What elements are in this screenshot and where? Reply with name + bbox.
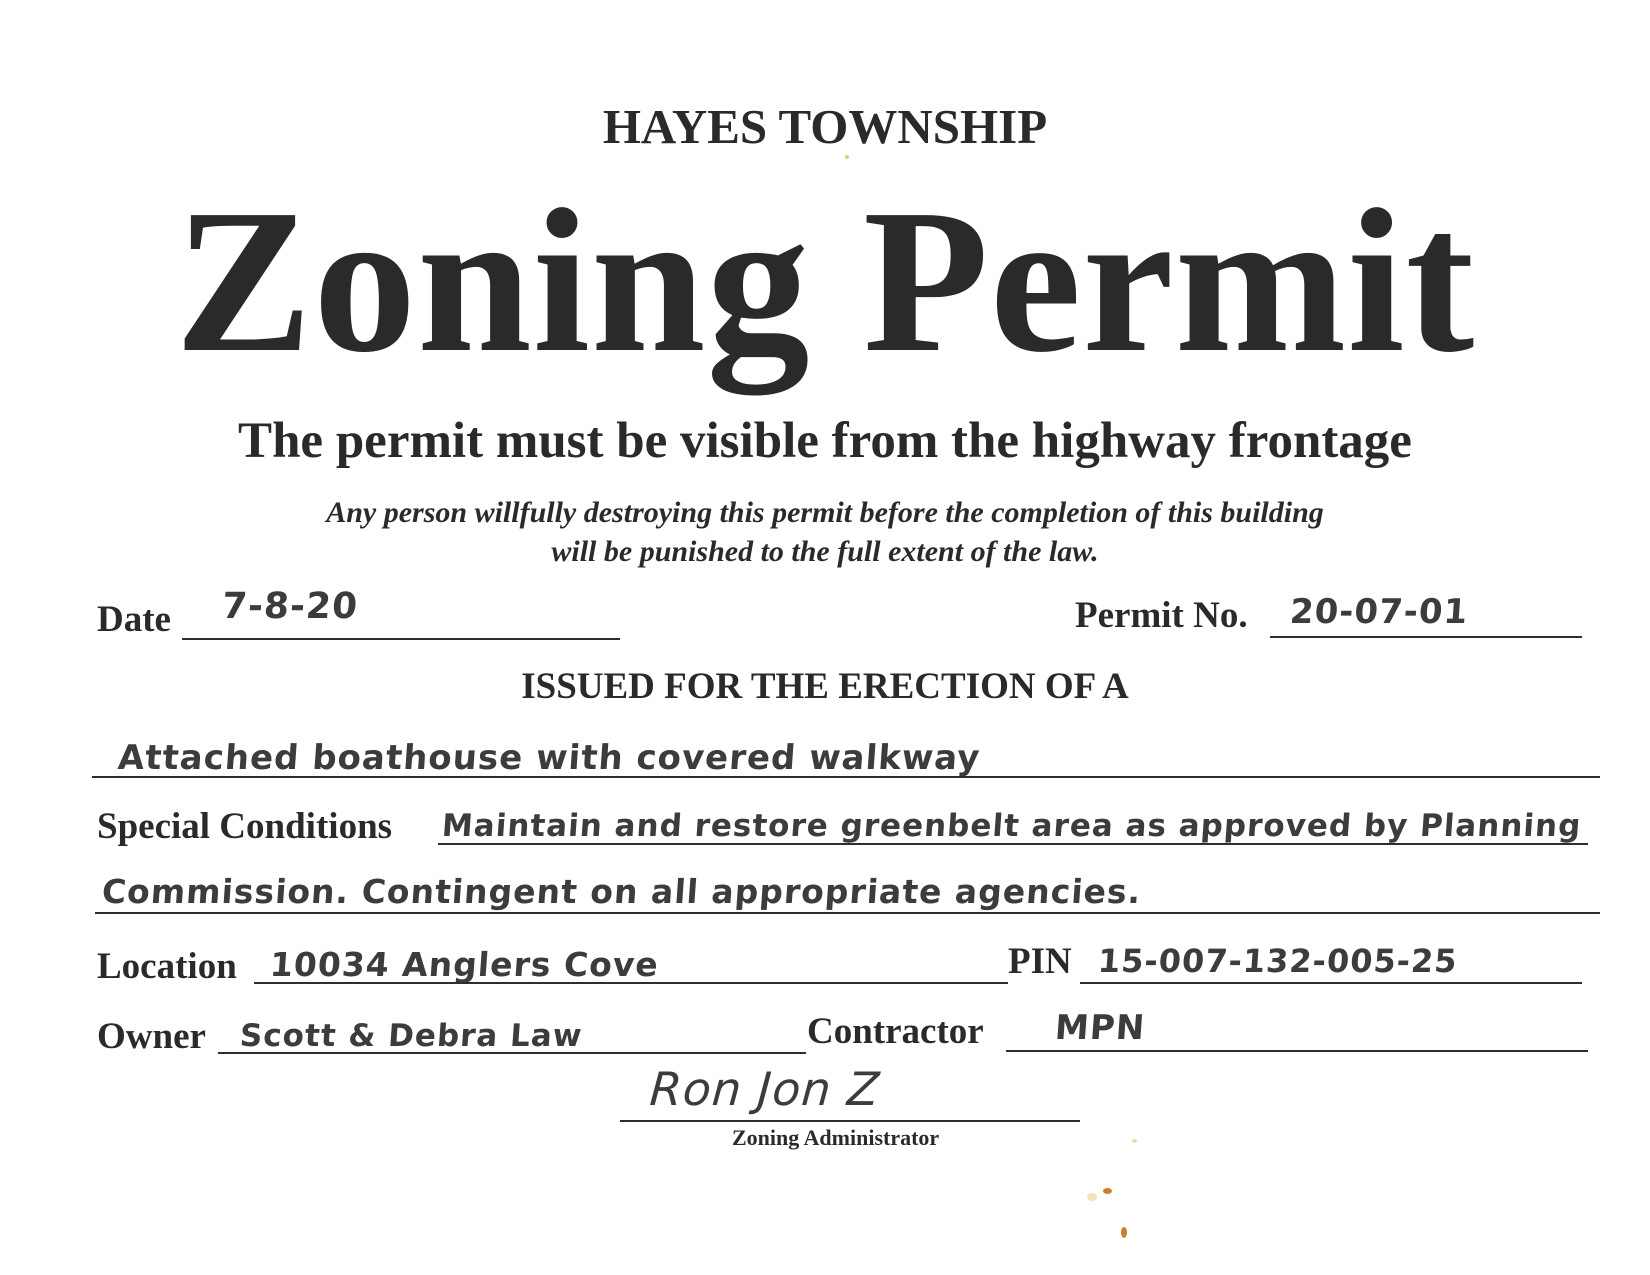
warning-line-1: Any person willfully destroying this permit before the completion of this building — [326, 496, 1324, 529]
owner-underline — [218, 1052, 806, 1054]
pin-value[interactable]: 15-007-132-005-25 — [1096, 942, 1459, 980]
date-underline — [182, 638, 620, 640]
permit-no-underline — [1270, 636, 1582, 638]
stain-speck — [1132, 1139, 1137, 1143]
location-label: Location — [97, 946, 237, 987]
document-title: Zoning Permit — [174, 166, 1476, 395]
township-name: HAYES TOWNSHIP — [602, 99, 1048, 154]
erection-of-underline — [92, 776, 1600, 778]
date-value[interactable]: 7-8-20 — [220, 586, 360, 627]
special-conditions-underline-1 — [438, 843, 1588, 845]
erection-of-value[interactable]: Attached boathouse with covered walkway — [116, 738, 982, 778]
stain-speck — [845, 155, 849, 159]
issued-heading: ISSUED FOR THE ERECTION OF A — [521, 666, 1129, 707]
stain-speck — [1121, 1227, 1127, 1238]
location-value[interactable]: 10034 Anglers Cove — [268, 945, 661, 984]
special-conditions-underline-2 — [95, 912, 1600, 914]
pin-label: PIN — [1008, 941, 1072, 982]
contractor-label: Contractor — [807, 1011, 984, 1052]
contractor-value[interactable]: MPN — [1053, 1008, 1147, 1048]
stain-speck — [1103, 1188, 1112, 1194]
special-conditions-line-2[interactable]: Commission. Contingent on all appropriate agencies. — [100, 872, 1143, 911]
administrator-signature: Ron Jon Z — [648, 1062, 882, 1116]
pin-underline — [1080, 982, 1582, 984]
owner-label: Owner — [97, 1016, 206, 1057]
permit-no-label: Permit No. — [1075, 595, 1248, 636]
contractor-underline — [1006, 1050, 1588, 1052]
signature-underline — [620, 1120, 1080, 1122]
visibility-notice: The permit must be visible from the highway frontage — [238, 413, 1412, 469]
permit-no-value[interactable]: 20-07-01 — [1288, 592, 1470, 632]
special-conditions-label: Special Conditions — [97, 806, 393, 847]
location-underline — [254, 982, 1008, 984]
date-label: Date — [97, 599, 171, 640]
warning-line-2: will be punished to the full extent of the law. — [551, 535, 1099, 568]
special-conditions-line-1[interactable]: Maintain and restore greenbelt area as approved by Planning — [440, 808, 1583, 844]
stain-speck — [1087, 1193, 1097, 1201]
owner-value[interactable]: Scott & Debra Law — [238, 1018, 584, 1054]
signature-caption: Zoning Administrator — [732, 1125, 940, 1150]
